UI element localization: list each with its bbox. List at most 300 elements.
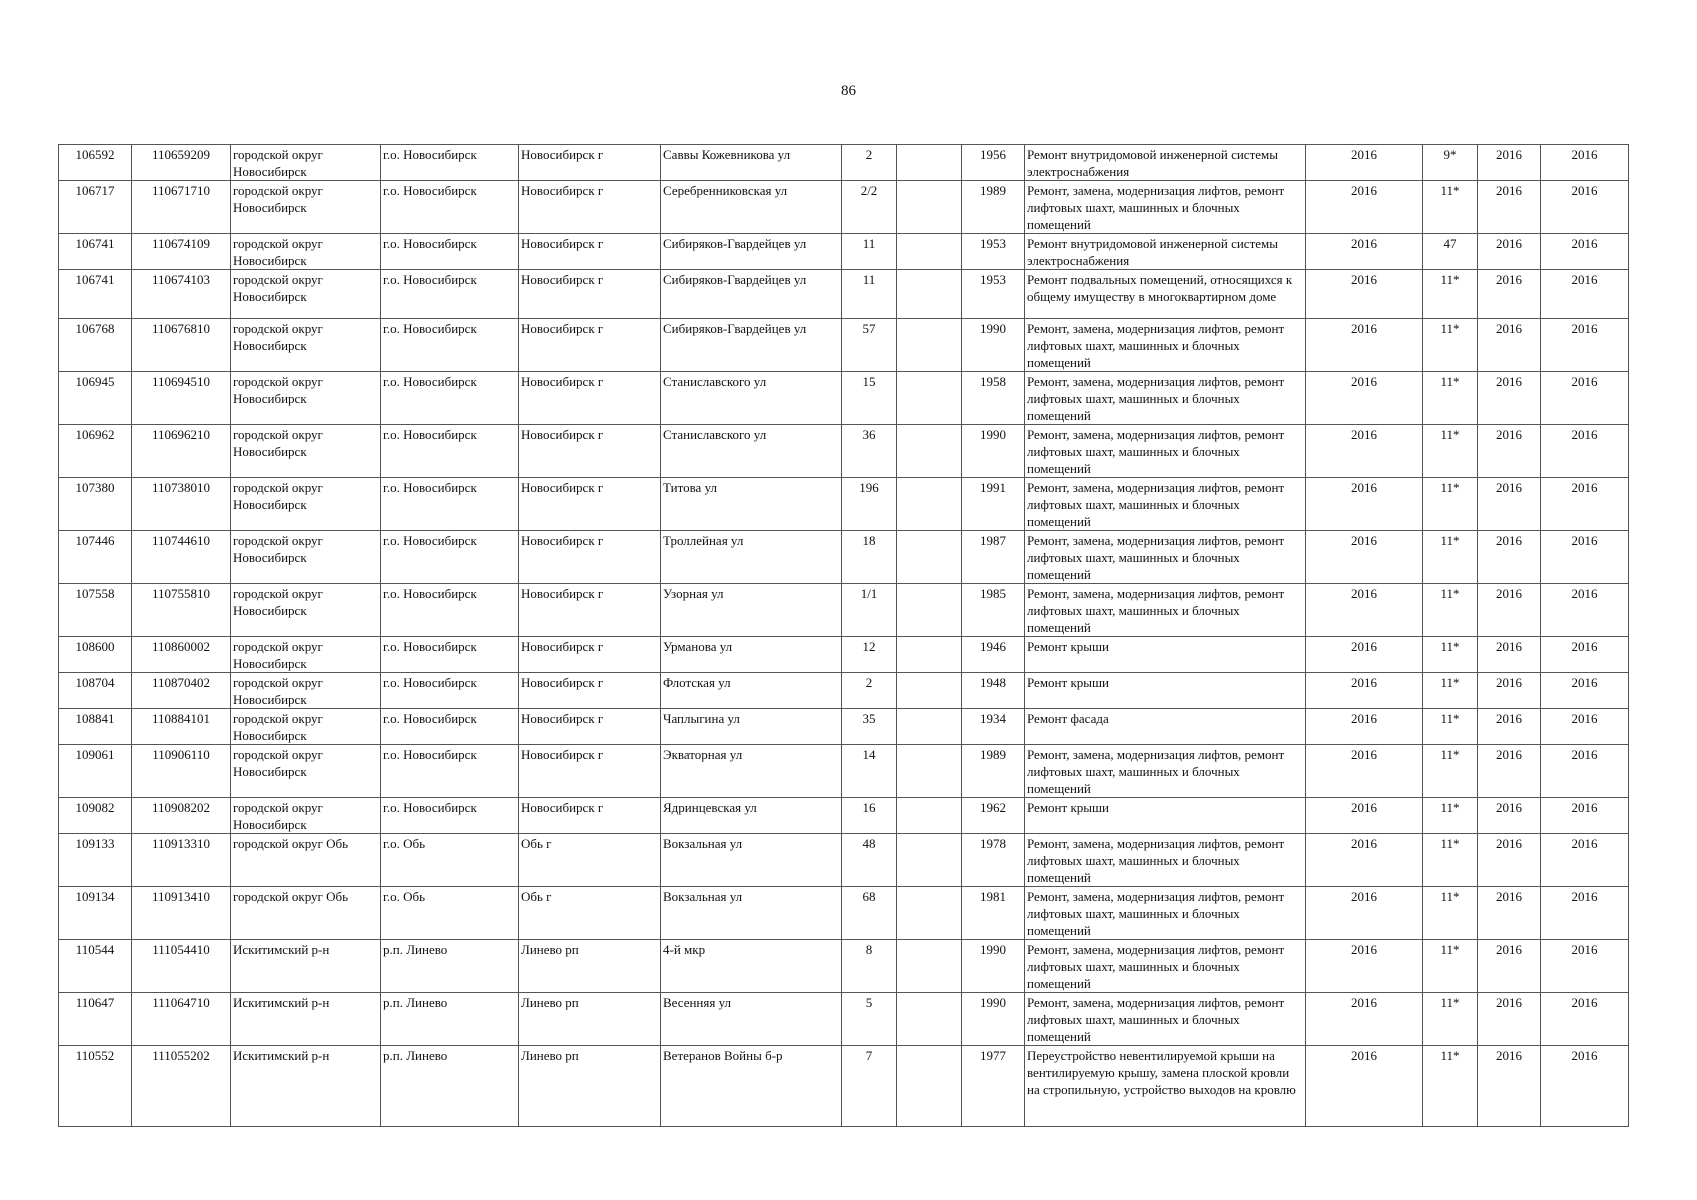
code-cell: 11*	[1423, 319, 1478, 372]
table-row	[59, 372, 1629, 425]
house-id-cell: 108704	[59, 673, 132, 709]
house-number-cell: 14	[842, 745, 897, 798]
end-year-cell: 2016	[1541, 1046, 1629, 1127]
house-number-cell: 2	[842, 673, 897, 709]
street-cell: 4-й мкр	[661, 940, 842, 993]
start-year-cell: 2016	[1478, 319, 1541, 372]
code-cell: 11*	[1423, 478, 1478, 531]
building-cell	[897, 425, 962, 478]
code-cell: 11*	[1423, 270, 1478, 319]
house-number-cell: 18	[842, 531, 897, 584]
work-type-cell: Ремонт внутридомовой инженерной системы электроснабжения	[1025, 145, 1306, 181]
building-cell	[897, 993, 962, 1046]
year-built-cell: 1962	[962, 798, 1025, 834]
table-row	[59, 425, 1629, 478]
house-number-cell: 1/1	[842, 584, 897, 637]
work-type-cell: Ремонт, замена, модернизация лифтов, ремонт лифтовых шахт, машинных и блочных помещений	[1025, 531, 1306, 584]
house-id-cell: 107380	[59, 478, 132, 531]
work-type-cell: Ремонт, замена, модернизация лифтов, ремонт лифтовых шахт, машинных и блочных помещений	[1025, 478, 1306, 531]
work-type-cell: Ремонт, замена, модернизация лифтов, ремонт лифтовых шахт, машинных и блочных помещений	[1025, 993, 1306, 1046]
house-id-cell: 110552	[59, 1046, 132, 1127]
code-cell: 11*	[1423, 709, 1478, 745]
settlement-cell: Новосибирск г	[519, 270, 661, 319]
building-cell	[897, 637, 962, 673]
plan-year-cell: 2016	[1306, 993, 1423, 1046]
object-id-cell: 110755810	[132, 584, 231, 637]
start-year-cell: 2016	[1478, 993, 1541, 1046]
table-row	[59, 993, 1629, 1046]
municipality-cell: г.о. Новосибирск	[381, 673, 519, 709]
end-year-cell: 2016	[1541, 993, 1629, 1046]
code-cell: 47	[1423, 234, 1478, 270]
work-type-cell: Ремонт, замена, модернизация лифтов, ремонт лифтовых шахт, машинных и блочных помещений	[1025, 745, 1306, 798]
table-row	[59, 709, 1629, 745]
end-year-cell: 2016	[1541, 531, 1629, 584]
object-id-cell: 110913410	[132, 887, 231, 940]
street-cell: Сибиряков-Гвардейцев ул	[661, 319, 842, 372]
street-cell: Станиславского ул	[661, 425, 842, 478]
end-year-cell: 2016	[1541, 425, 1629, 478]
table-row	[59, 181, 1629, 234]
municipality-cell: г.о. Обь	[381, 834, 519, 887]
start-year-cell: 2016	[1478, 181, 1541, 234]
table-row	[59, 673, 1629, 709]
start-year-cell: 2016	[1478, 372, 1541, 425]
plan-year-cell: 2016	[1306, 372, 1423, 425]
table-row	[59, 637, 1629, 673]
house-number-cell: 8	[842, 940, 897, 993]
municipality-cell: г.о. Новосибирск	[381, 709, 519, 745]
street-cell: Экваторная ул	[661, 745, 842, 798]
code-cell: 11*	[1423, 425, 1478, 478]
district-cell: городской округ Новосибирск	[231, 709, 381, 745]
work-type-cell: Ремонт, замена, модернизация лифтов, ремонт лифтовых шахт, машинных и блочных помещений	[1025, 319, 1306, 372]
settlement-cell: Новосибирск г	[519, 145, 661, 181]
object-id-cell: 110870402	[132, 673, 231, 709]
house-number-cell: 15	[842, 372, 897, 425]
house-number-cell: 12	[842, 637, 897, 673]
building-cell	[897, 319, 962, 372]
object-id-cell: 111055202	[132, 1046, 231, 1127]
start-year-cell: 2016	[1478, 531, 1541, 584]
district-cell: городской округ Обь	[231, 887, 381, 940]
start-year-cell: 2016	[1478, 584, 1541, 637]
house-number-cell: 68	[842, 887, 897, 940]
start-year-cell: 2016	[1478, 798, 1541, 834]
municipality-cell: г.о. Новосибирск	[381, 478, 519, 531]
building-cell	[897, 181, 962, 234]
object-id-cell: 110659209	[132, 145, 231, 181]
end-year-cell: 2016	[1541, 709, 1629, 745]
work-type-cell: Ремонт подвальных помещений, относящихся к общему имуществу в многоквартирном доме	[1025, 270, 1306, 319]
code-cell: 11*	[1423, 798, 1478, 834]
year-built-cell: 1978	[962, 834, 1025, 887]
house-id-cell: 106717	[59, 181, 132, 234]
district-cell: городской округ Новосибирск	[231, 425, 381, 478]
object-id-cell: 110913310	[132, 834, 231, 887]
start-year-cell: 2016	[1478, 637, 1541, 673]
code-cell: 11*	[1423, 834, 1478, 887]
plan-year-cell: 2016	[1306, 181, 1423, 234]
municipality-cell: г.о. Новосибирск	[381, 798, 519, 834]
house-number-cell: 7	[842, 1046, 897, 1127]
municipality-cell: р.п. Линево	[381, 993, 519, 1046]
year-built-cell: 1946	[962, 637, 1025, 673]
object-id-cell: 110906110	[132, 745, 231, 798]
house-number-cell: 2/2	[842, 181, 897, 234]
municipality-cell: г.о. Новосибирск	[381, 531, 519, 584]
settlement-cell: Новосибирск г	[519, 425, 661, 478]
municipality-cell: г.о. Новосибирск	[381, 181, 519, 234]
building-cell	[897, 673, 962, 709]
house-id-cell: 110544	[59, 940, 132, 993]
house-number-cell: 5	[842, 993, 897, 1046]
work-type-cell: Переустройство невентилируемой крыши на вентилируемую крышу, замена плоской кровли на стропильную, устройство выходов на кровлю	[1025, 1046, 1306, 1127]
object-id-cell: 110744610	[132, 531, 231, 584]
table-row	[59, 887, 1629, 940]
district-cell: Искитимский р-н	[231, 993, 381, 1046]
building-cell	[897, 940, 962, 993]
code-cell: 11*	[1423, 745, 1478, 798]
settlement-cell: Новосибирск г	[519, 181, 661, 234]
house-number-cell: 11	[842, 234, 897, 270]
work-type-cell: Ремонт внутридомовой инженерной системы электроснабжения	[1025, 234, 1306, 270]
district-cell: городской округ Новосибирск	[231, 673, 381, 709]
work-type-cell: Ремонт, замена, модернизация лифтов, ремонт лифтовых шахт, машинных и блочных помещений	[1025, 425, 1306, 478]
end-year-cell: 2016	[1541, 940, 1629, 993]
district-cell: Искитимский р-н	[231, 1046, 381, 1127]
house-number-cell: 35	[842, 709, 897, 745]
district-cell: Искитимский р-н	[231, 940, 381, 993]
year-built-cell: 1985	[962, 584, 1025, 637]
street-cell: Вокзальная ул	[661, 834, 842, 887]
house-id-cell: 106741	[59, 234, 132, 270]
table-row	[59, 834, 1629, 887]
house-number-cell: 48	[842, 834, 897, 887]
end-year-cell: 2016	[1541, 372, 1629, 425]
object-id-cell: 110671710	[132, 181, 231, 234]
registry-table	[58, 144, 1629, 1127]
start-year-cell: 2016	[1478, 478, 1541, 531]
house-number-cell: 57	[842, 319, 897, 372]
street-cell: Урманова ул	[661, 637, 842, 673]
year-built-cell: 1953	[962, 234, 1025, 270]
settlement-cell: Обь г	[519, 887, 661, 940]
object-id-cell: 110696210	[132, 425, 231, 478]
end-year-cell: 2016	[1541, 478, 1629, 531]
end-year-cell: 2016	[1541, 887, 1629, 940]
object-id-cell: 110908202	[132, 798, 231, 834]
district-cell: городской округ Новосибирск	[231, 234, 381, 270]
building-cell	[897, 584, 962, 637]
end-year-cell: 2016	[1541, 584, 1629, 637]
table-row	[59, 1046, 1629, 1127]
house-id-cell: 110647	[59, 993, 132, 1046]
building-cell	[897, 798, 962, 834]
house-id-cell: 106741	[59, 270, 132, 319]
street-cell: Вокзальная ул	[661, 887, 842, 940]
table-row	[59, 584, 1629, 637]
code-cell: 11*	[1423, 887, 1478, 940]
district-cell: городской округ Новосибирск	[231, 319, 381, 372]
start-year-cell: 2016	[1478, 834, 1541, 887]
start-year-cell: 2016	[1478, 709, 1541, 745]
start-year-cell: 2016	[1478, 887, 1541, 940]
object-id-cell: 111054410	[132, 940, 231, 993]
house-id-cell: 106962	[59, 425, 132, 478]
settlement-cell: Новосибирск г	[519, 234, 661, 270]
district-cell: городской округ Новосибирск	[231, 372, 381, 425]
work-type-cell: Ремонт, замена, модернизация лифтов, ремонт лифтовых шахт, машинных и блочных помещений	[1025, 584, 1306, 637]
district-cell: городской округ Новосибирск	[231, 798, 381, 834]
plan-year-cell: 2016	[1306, 798, 1423, 834]
building-cell	[897, 145, 962, 181]
table-row	[59, 940, 1629, 993]
municipality-cell: г.о. Новосибирск	[381, 637, 519, 673]
work-type-cell: Ремонт крыши	[1025, 637, 1306, 673]
code-cell: 11*	[1423, 372, 1478, 425]
object-id-cell: 110738010	[132, 478, 231, 531]
plan-year-cell: 2016	[1306, 745, 1423, 798]
house-number-cell: 16	[842, 798, 897, 834]
municipality-cell: р.п. Линево	[381, 940, 519, 993]
building-cell	[897, 1046, 962, 1127]
house-number-cell: 11	[842, 270, 897, 319]
municipality-cell: г.о. Новосибирск	[381, 234, 519, 270]
code-cell: 11*	[1423, 181, 1478, 234]
page-number: 86	[841, 83, 856, 99]
year-built-cell: 1990	[962, 319, 1025, 372]
building-cell	[897, 887, 962, 940]
plan-year-cell: 2016	[1306, 531, 1423, 584]
district-cell: городской округ Новосибирск	[231, 145, 381, 181]
house-id-cell: 109061	[59, 745, 132, 798]
start-year-cell: 2016	[1478, 745, 1541, 798]
municipality-cell: г.о. Новосибирск	[381, 145, 519, 181]
settlement-cell: Новосибирск г	[519, 673, 661, 709]
table-row	[59, 234, 1629, 270]
end-year-cell: 2016	[1541, 319, 1629, 372]
end-year-cell: 2016	[1541, 745, 1629, 798]
street-cell: Флотская ул	[661, 673, 842, 709]
registry-body	[59, 145, 1629, 1127]
table-row	[59, 145, 1629, 181]
house-id-cell: 107558	[59, 584, 132, 637]
work-type-cell: Ремонт фасада	[1025, 709, 1306, 745]
table-row	[59, 270, 1629, 319]
district-cell: городской округ Обь	[231, 834, 381, 887]
building-cell	[897, 270, 962, 319]
street-cell: Титова ул	[661, 478, 842, 531]
house-number-cell: 2	[842, 145, 897, 181]
plan-year-cell: 2016	[1306, 234, 1423, 270]
plan-year-cell: 2016	[1306, 584, 1423, 637]
start-year-cell: 2016	[1478, 234, 1541, 270]
settlement-cell: Новосибирск г	[519, 478, 661, 531]
end-year-cell: 2016	[1541, 234, 1629, 270]
municipality-cell: г.о. Новосибирск	[381, 270, 519, 319]
end-year-cell: 2016	[1541, 798, 1629, 834]
plan-year-cell: 2016	[1306, 887, 1423, 940]
building-cell	[897, 478, 962, 531]
settlement-cell: Новосибирск г	[519, 745, 661, 798]
object-id-cell: 111064710	[132, 993, 231, 1046]
house-id-cell: 106768	[59, 319, 132, 372]
code-cell: 11*	[1423, 584, 1478, 637]
year-built-cell: 1981	[962, 887, 1025, 940]
street-cell: Узорная ул	[661, 584, 842, 637]
settlement-cell: Линево рп	[519, 940, 661, 993]
building-cell	[897, 372, 962, 425]
house-id-cell: 106592	[59, 145, 132, 181]
district-cell: городской округ Новосибирск	[231, 181, 381, 234]
year-built-cell: 1977	[962, 1046, 1025, 1127]
table-row	[59, 478, 1629, 531]
table-row	[59, 745, 1629, 798]
building-cell	[897, 234, 962, 270]
object-id-cell: 110694510	[132, 372, 231, 425]
code-cell: 11*	[1423, 531, 1478, 584]
settlement-cell: Новосибирск г	[519, 372, 661, 425]
settlement-cell: Новосибирск г	[519, 584, 661, 637]
start-year-cell: 2016	[1478, 1046, 1541, 1127]
street-cell: Ветеранов Войны б-р	[661, 1046, 842, 1127]
table-row	[59, 798, 1629, 834]
code-cell: 9*	[1423, 145, 1478, 181]
code-cell: 11*	[1423, 673, 1478, 709]
settlement-cell: Обь г	[519, 834, 661, 887]
work-type-cell: Ремонт, замена, модернизация лифтов, ремонт лифтовых шахт, машинных и блочных помещений	[1025, 887, 1306, 940]
street-cell: Сибиряков-Гвардейцев ул	[661, 234, 842, 270]
code-cell: 11*	[1423, 637, 1478, 673]
work-type-cell: Ремонт, замена, модернизация лифтов, ремонт лифтовых шахт, машинных и блочных помещений	[1025, 834, 1306, 887]
municipality-cell: г.о. Новосибирск	[381, 425, 519, 478]
start-year-cell: 2016	[1478, 270, 1541, 319]
settlement-cell: Линево рп	[519, 1046, 661, 1127]
year-built-cell: 1990	[962, 425, 1025, 478]
plan-year-cell: 2016	[1306, 425, 1423, 478]
municipality-cell: г.о. Новосибирск	[381, 372, 519, 425]
year-built-cell: 1991	[962, 478, 1025, 531]
house-id-cell: 107446	[59, 531, 132, 584]
year-built-cell: 1958	[962, 372, 1025, 425]
end-year-cell: 2016	[1541, 673, 1629, 709]
table-row	[59, 531, 1629, 584]
code-cell: 11*	[1423, 993, 1478, 1046]
district-cell: городской округ Новосибирск	[231, 584, 381, 637]
work-type-cell: Ремонт крыши	[1025, 798, 1306, 834]
house-number-cell: 196	[842, 478, 897, 531]
street-cell: Станиславского ул	[661, 372, 842, 425]
work-type-cell: Ремонт, замена, модернизация лифтов, ремонт лифтовых шахт, машинных и блочных помещений	[1025, 372, 1306, 425]
year-built-cell: 1989	[962, 181, 1025, 234]
settlement-cell: Новосибирск г	[519, 637, 661, 673]
street-cell: Серебренниковская ул	[661, 181, 842, 234]
district-cell: городской округ Новосибирск	[231, 478, 381, 531]
house-number-cell: 36	[842, 425, 897, 478]
house-id-cell: 109133	[59, 834, 132, 887]
start-year-cell: 2016	[1478, 425, 1541, 478]
street-cell: Весенняя ул	[661, 993, 842, 1046]
year-built-cell: 1956	[962, 145, 1025, 181]
plan-year-cell: 2016	[1306, 637, 1423, 673]
plan-year-cell: 2016	[1306, 709, 1423, 745]
year-built-cell: 1990	[962, 940, 1025, 993]
code-cell: 11*	[1423, 1046, 1478, 1127]
work-type-cell: Ремонт, замена, модернизация лифтов, ремонт лифтовых шахт, машинных и блочных помещений	[1025, 181, 1306, 234]
building-cell	[897, 709, 962, 745]
year-built-cell: 1953	[962, 270, 1025, 319]
district-cell: городской округ Новосибирск	[231, 531, 381, 584]
house-id-cell: 108600	[59, 637, 132, 673]
end-year-cell: 2016	[1541, 270, 1629, 319]
work-type-cell: Ремонт, замена, модернизация лифтов, ремонт лифтовых шахт, машинных и блочных помещений	[1025, 940, 1306, 993]
plan-year-cell: 2016	[1306, 478, 1423, 531]
plan-year-cell: 2016	[1306, 319, 1423, 372]
plan-year-cell: 2016	[1306, 940, 1423, 993]
house-id-cell: 109134	[59, 887, 132, 940]
plan-year-cell: 2016	[1306, 145, 1423, 181]
object-id-cell: 110860002	[132, 637, 231, 673]
house-id-cell: 109082	[59, 798, 132, 834]
end-year-cell: 2016	[1541, 181, 1629, 234]
settlement-cell: Новосибирск г	[519, 709, 661, 745]
building-cell	[897, 745, 962, 798]
building-cell	[897, 531, 962, 584]
year-built-cell: 1934	[962, 709, 1025, 745]
settlement-cell: Новосибирск г	[519, 319, 661, 372]
end-year-cell: 2016	[1541, 145, 1629, 181]
object-id-cell: 110674109	[132, 234, 231, 270]
start-year-cell: 2016	[1478, 940, 1541, 993]
street-cell: Чаплыгина ул	[661, 709, 842, 745]
district-cell: городской округ Новосибирск	[231, 637, 381, 673]
municipality-cell: г.о. Новосибирск	[381, 319, 519, 372]
settlement-cell: Новосибирск г	[519, 798, 661, 834]
street-cell: Троллейная ул	[661, 531, 842, 584]
district-cell: городской округ Новосибирск	[231, 745, 381, 798]
object-id-cell: 110674103	[132, 270, 231, 319]
street-cell: Саввы Кожевникова ул	[661, 145, 842, 181]
house-id-cell: 108841	[59, 709, 132, 745]
code-cell: 11*	[1423, 940, 1478, 993]
plan-year-cell: 2016	[1306, 834, 1423, 887]
object-id-cell: 110676810	[132, 319, 231, 372]
start-year-cell: 2016	[1478, 145, 1541, 181]
table-row	[59, 319, 1629, 372]
settlement-cell: Новосибирск г	[519, 531, 661, 584]
object-id-cell: 110884101	[132, 709, 231, 745]
end-year-cell: 2016	[1541, 834, 1629, 887]
settlement-cell: Линево рп	[519, 993, 661, 1046]
year-built-cell: 1989	[962, 745, 1025, 798]
plan-year-cell: 2016	[1306, 270, 1423, 319]
municipality-cell: г.о. Новосибирск	[381, 745, 519, 798]
plan-year-cell: 2016	[1306, 673, 1423, 709]
year-built-cell: 1990	[962, 993, 1025, 1046]
building-cell	[897, 834, 962, 887]
year-built-cell: 1987	[962, 531, 1025, 584]
street-cell: Ядринцевская ул	[661, 798, 842, 834]
house-id-cell: 106945	[59, 372, 132, 425]
year-built-cell: 1948	[962, 673, 1025, 709]
street-cell: Сибиряков-Гвардейцев ул	[661, 270, 842, 319]
municipality-cell: г.о. Новосибирск	[381, 584, 519, 637]
work-type-cell: Ремонт крыши	[1025, 673, 1306, 709]
start-year-cell: 2016	[1478, 673, 1541, 709]
municipality-cell: г.о. Обь	[381, 887, 519, 940]
end-year-cell: 2016	[1541, 637, 1629, 673]
